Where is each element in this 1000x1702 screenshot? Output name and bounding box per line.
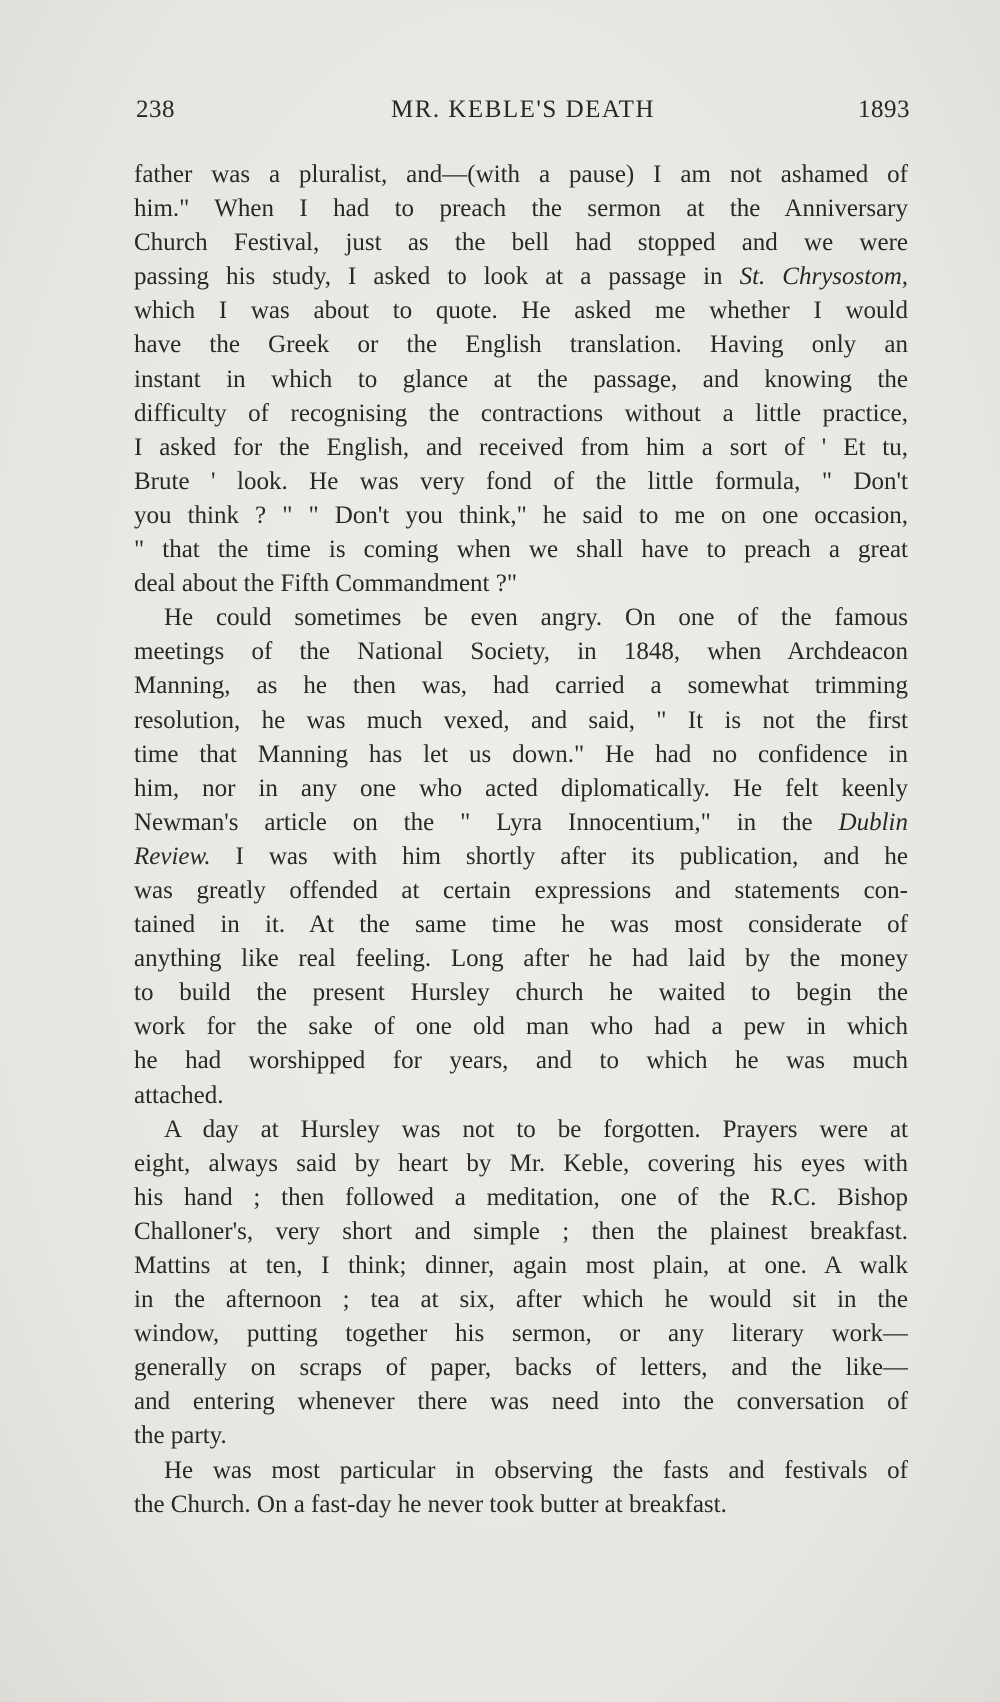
line-text: passing his study, I asked to look at a passage in — [134, 263, 740, 291]
line-text: Challoner's, very short and simple ; then the plainest breakfast. — [134, 1217, 908, 1245]
text-line — [134, 1317, 908, 1351]
line-text: resolution, he was much vexed, and said, " It is not the first — [134, 706, 908, 734]
running-year: 1893 — [858, 96, 910, 123]
text-line — [134, 806, 908, 840]
line-text: work for the sake of one old man who had a pew in which — [134, 1013, 908, 1041]
line-text: to build the present Hursley church he waited to begin the — [134, 979, 908, 1007]
line-text: A day at Hursley was not to be forgotten. Prayers were at — [164, 1115, 908, 1143]
line-text: attached. — [134, 1081, 224, 1109]
paragraph — [134, 1454, 908, 1522]
text-line — [134, 567, 908, 601]
line-text: Church Festival, just as the bell had stopped and we were — [134, 229, 908, 257]
line-text: father was a pluralist, and—(with a pause) I am not ashamed of — [134, 161, 908, 188]
line-text: have the Greek or the English translation. Having only an — [134, 331, 908, 359]
line-text: deal about the Fifth Commandment ?" — [134, 570, 518, 598]
text-line — [134, 499, 908, 533]
text-line — [134, 1044, 908, 1078]
line-text: I asked for the English, and received from him a sort of ' Et tu, — [134, 433, 908, 461]
line-text: in the afternoon ; tea at six, after which he would sit in the — [134, 1286, 908, 1314]
text-line — [134, 260, 908, 294]
text-line — [134, 669, 908, 703]
italic-title: Review. — [134, 842, 211, 870]
text-line — [134, 1385, 908, 1419]
text-line — [134, 431, 908, 465]
line-text: I was with him shortly after its publication, and he — [210, 842, 908, 870]
text-line — [134, 158, 908, 192]
line-text: the party. — [134, 1422, 227, 1450]
text-line — [134, 533, 908, 567]
line-text: Newman's article on the " Lyra Innocentium," in the — [134, 808, 839, 836]
text-line — [134, 465, 908, 499]
line-text: Manning, as he then was, had carried a somewhat trimming — [134, 672, 908, 700]
text-line — [134, 1283, 908, 1317]
line-text: anything like real feeling. Long after he had laid by the money — [134, 945, 908, 973]
line-text: you think ? " " Don't you think," he said to me on one occasion, — [134, 501, 908, 529]
line-text: meetings of the National Society, in 1848, when Archdeacon — [134, 638, 908, 666]
line-text: the Church. On a fast-day he never took butter at breakfast. — [134, 1490, 727, 1518]
text-line — [134, 942, 908, 976]
text-line — [134, 1010, 908, 1044]
text-line — [134, 908, 908, 942]
line-text: which I was about to quote. He asked me whether I would — [134, 297, 908, 325]
text-line — [134, 1419, 908, 1453]
line-text: He was most particular in observing the fasts and festivals of — [164, 1456, 908, 1484]
line-text: difficulty of recognising the contractions without a little practice, — [134, 399, 908, 427]
line-text: time that Manning has let us down." He had no confidence in — [134, 740, 908, 768]
text-line — [134, 1215, 908, 1249]
italic-title: St. Chrysostom, — [739, 263, 908, 291]
text-line — [134, 226, 908, 260]
line-text: him." When I had to preach the sermon at the Anniversary — [134, 195, 908, 223]
line-text: him, nor in any one who acted diplomatically. He felt keenly — [134, 774, 908, 802]
paragraph — [134, 1113, 908, 1454]
text-line — [134, 1488, 908, 1522]
text-line — [134, 1454, 908, 1488]
line-text: eight, always said by heart by Mr. Keble, covering his eyes with — [134, 1149, 908, 1177]
text-line — [134, 874, 908, 908]
text-line — [134, 772, 908, 806]
line-text: and entering whenever there was need into the conversation of — [134, 1388, 908, 1416]
text-line — [134, 635, 908, 669]
text-line — [134, 1181, 908, 1215]
text-line — [134, 328, 908, 362]
running-title: MR. KEBLE'S DEATH — [390, 96, 656, 123]
text-line — [134, 363, 908, 397]
line-text: generally on scraps of paper, backs of letters, and the like— — [134, 1354, 908, 1382]
paragraph — [134, 601, 908, 1112]
text-line — [134, 1249, 908, 1283]
paragraph — [134, 158, 908, 601]
line-text: instant in which to glance at the passage, and knowing the — [134, 365, 908, 393]
text-line — [134, 976, 908, 1010]
running-head — [136, 96, 910, 130]
line-text: Mattins at ten, I think; dinner, again most plain, at one. A walk — [134, 1252, 908, 1279]
text-line — [134, 192, 908, 226]
line-text: was greatly offended at certain expressions and statements con- — [134, 876, 908, 904]
text-line — [134, 1113, 908, 1147]
text-line — [134, 397, 908, 431]
line-text: Brute ' look. He was very fond of the little formula, " Don't — [134, 467, 908, 495]
text-line — [134, 704, 908, 738]
page-number: 238 — [136, 96, 175, 123]
body-text — [134, 158, 908, 1522]
italic-title: Dublin — [838, 808, 908, 836]
line-text: he had worshipped for years, and to which he was much — [134, 1047, 908, 1075]
text-line — [134, 601, 908, 635]
line-text: tained in it. At the same time he was most considerate of — [134, 911, 908, 939]
line-text: window, putting together his sermon, or any literary work— — [134, 1320, 908, 1348]
text-line — [134, 294, 908, 328]
text-line — [134, 1147, 908, 1181]
line-text: He could sometimes be even angry. On one of the famous — [164, 604, 908, 632]
text-line — [134, 1351, 908, 1385]
line-text: " that the time is coming when we shall have to preach a great — [134, 536, 908, 564]
text-line — [134, 840, 908, 874]
text-line — [134, 738, 908, 772]
line-text: his hand ; then followed a meditation, one of the R.C. Bishop — [134, 1183, 908, 1211]
text-line — [134, 1079, 908, 1113]
